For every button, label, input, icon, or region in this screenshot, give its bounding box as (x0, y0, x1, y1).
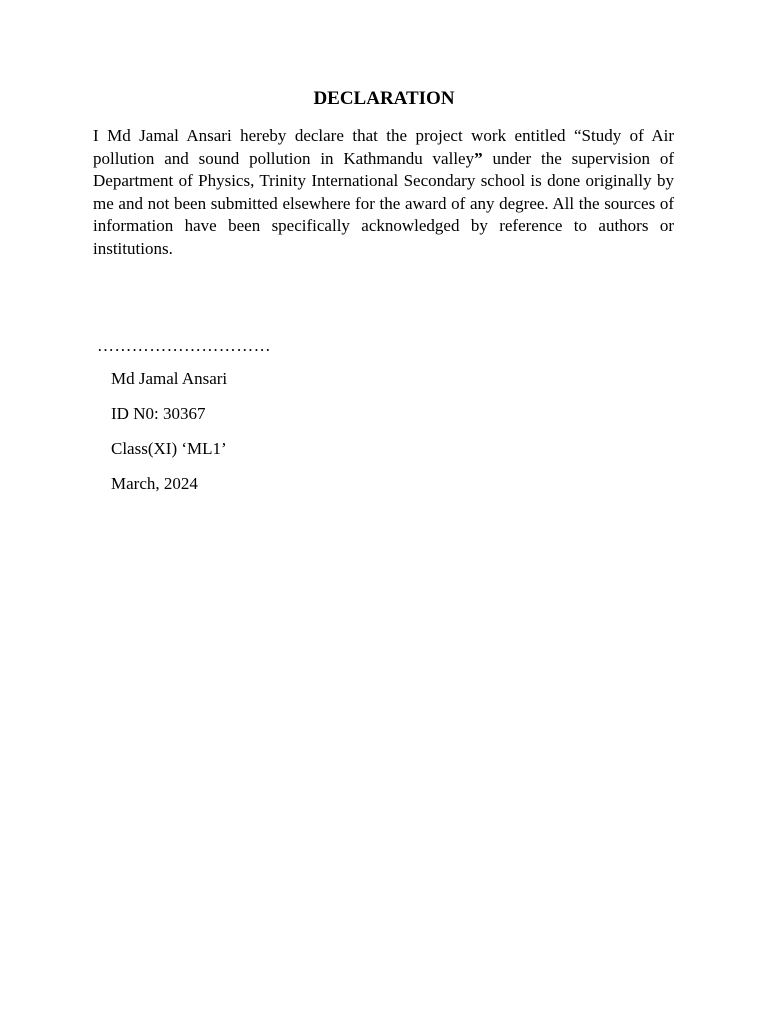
signatory-class: Class(XI) ‘ML1’ (111, 439, 227, 458)
signatory-name: Md Jamal Ansari (111, 369, 228, 388)
declaration-text-part-2: under the supervision of Department of Physics, Trinity International Secondary school is done originally by me and not been submitted elsewhere for the award of any degree. All the sources of information have been specifically acknowledged by reference to authors or institutions. (93, 148, 674, 258)
page-title: DECLARATION (313, 88, 455, 109)
signature-date: March, 2024 (111, 474, 198, 493)
signatory-id: ID N0: 30367 (111, 404, 206, 423)
declaration-text-part-1: I Md Jamal Ansari hereby declare that the project work entitled “Study of Air pollution and sound pollution in Kathmandu valley (93, 126, 674, 168)
declaration-paragraph (93, 125, 674, 260)
declaration-closing-quote: ” (474, 148, 483, 168)
signature-line: ………………………… (97, 336, 271, 355)
